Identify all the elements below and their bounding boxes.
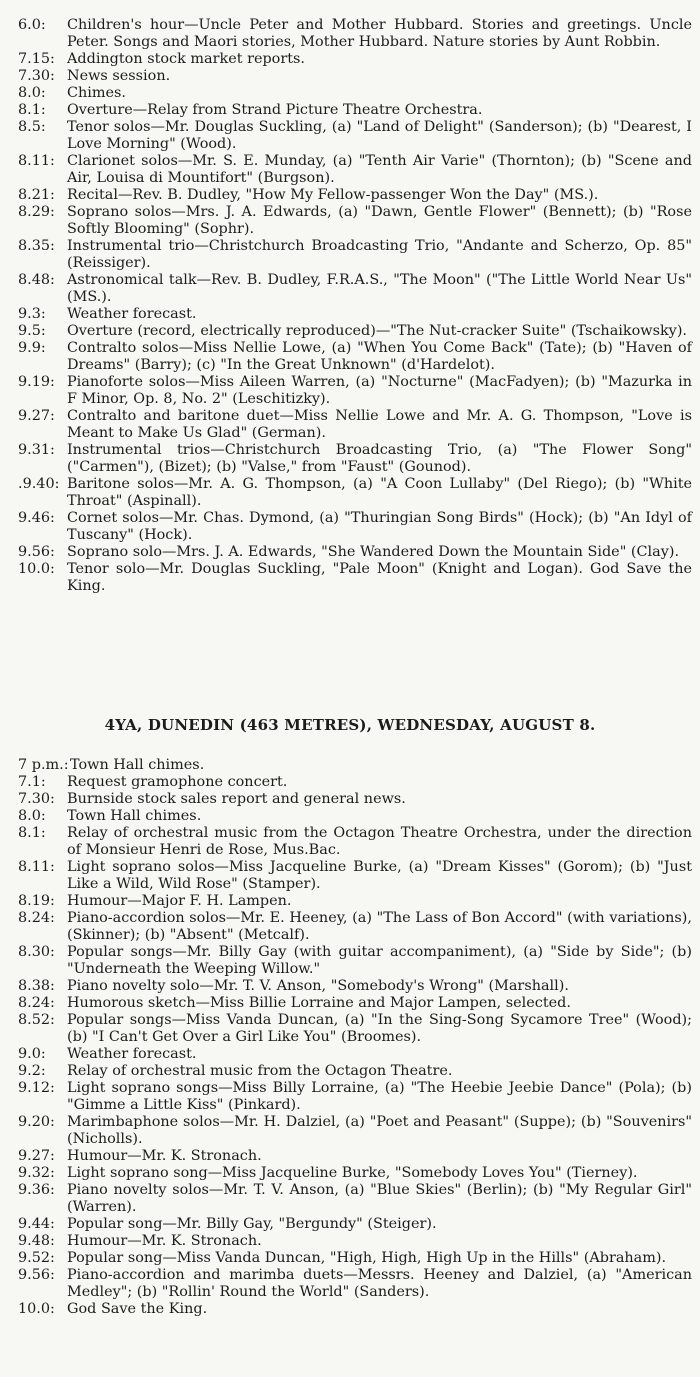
programme-entry xyxy=(0,272,700,306)
entry-text: Popular song—Miss Vanda Duncan, "High, High, High Up in the Hills" (Abraham). xyxy=(67,1250,667,1266)
entry-text: Light soprano song—Miss Jacqueline Burke, "Somebody Loves You" (Tierney). xyxy=(67,1165,638,1181)
programme-entry xyxy=(0,561,700,595)
programme-entry xyxy=(0,1233,700,1250)
entry-text: Popular songs—Miss Vanda Duncan, (a) "In the Sing-Song Sycamore Tree" (Wood); (b) "I Can't Get Over a Girl Like You" (Broomes). xyxy=(67,1012,692,1045)
entry-time: 9.5: xyxy=(18,323,46,339)
entry-text: Humour—Major F. H. Lampen. xyxy=(67,893,292,909)
entry-time: 7.30: xyxy=(18,68,55,84)
entry-text: Piano novelty solo—Mr. T. V. Anson, "Somebody's Wrong" (Marshall). xyxy=(67,978,569,994)
programme-entry xyxy=(0,510,700,544)
entry-time: 9.3: xyxy=(18,306,46,322)
programme-entry xyxy=(0,187,700,204)
programme-entry xyxy=(0,1012,700,1046)
entry-text: Light soprano solos—Miss Jacqueline Burke, (a) "Dream Kisses" (Gorom); (b) "Just Like a Wild, Wild Rose" (Stamper). xyxy=(67,859,692,892)
entry-time: 8.0: xyxy=(18,808,46,824)
entry-time: 9.44: xyxy=(18,1216,55,1232)
entry-time: 8.24: xyxy=(18,995,55,1011)
entry-time: 8.24: xyxy=(18,910,55,926)
entry-text: Piano-accordion solos—Mr. E. Heeney, (a) "The Lass of Bon Accord" (with variations), (Skinner); (b) "Absent" (Metcalf). xyxy=(67,910,692,943)
programme-entry xyxy=(0,119,700,153)
entry-text: Weather forecast. xyxy=(67,1046,197,1062)
entry-time: 8.11: xyxy=(18,153,55,169)
programme-entry xyxy=(0,340,700,374)
entry-time: 8.19: xyxy=(18,893,55,909)
entry-text: Town Hall chimes. xyxy=(70,757,205,773)
entry-time: 9.0: xyxy=(18,1046,46,1062)
programme-entry xyxy=(0,323,700,340)
programme-entry xyxy=(0,408,700,442)
entry-text: Relay of orchestral music from the Octagon Theatre Orchestra, under the direction of Monsieur Henri de Rose, Mus.Bac. xyxy=(67,825,692,858)
programme-entry xyxy=(0,17,700,51)
programme-entry xyxy=(0,995,700,1012)
entry-text: Marimbaphone solos—Mr. H. Dalziel, (a) "Poet and Peasant" (Suppe); (b) "Souvenirs" (Nicholls). xyxy=(67,1114,692,1147)
entry-time: 8.11: xyxy=(18,859,55,875)
entry-text: Overture—Relay from Strand Picture Theatre Orchestra. xyxy=(67,102,483,118)
programme-entry xyxy=(0,1267,700,1301)
programme-list-top xyxy=(0,17,700,595)
entry-text: Instrumental trio—Christchurch Broadcasting Trio, "Andante and Scherzo, Op. 85" (Reissiger). xyxy=(67,238,692,271)
programme-entry xyxy=(0,825,700,859)
entry-time: 9.52: xyxy=(18,1250,55,1266)
entry-time: 8.35: xyxy=(18,238,55,254)
entry-text: Instrumental trios—Christchurch Broadcasting Trio, (a) "The Flower Song" ("Carmen"), (Bizet); (b) "Valse," from "Faust" (Gounod). xyxy=(67,442,692,475)
programme-entry xyxy=(0,757,700,774)
entry-time: 8.48: xyxy=(18,272,55,288)
entry-text: Relay of orchestral music from the Octagon Theatre. xyxy=(67,1063,453,1079)
entry-time: 9.2: xyxy=(18,1063,46,1079)
entry-text: Soprano solos—Mrs. J. A. Edwards, (a) "Dawn, Gentle Flower" (Bennett); (b) "Rose Softly Blooming" (Sophr). xyxy=(67,204,692,237)
entry-text: Contralto and baritone duet—Miss Nellie Lowe and Mr. A. G. Thompson, "Love is Meant to Make Us Glad" (German). xyxy=(67,408,692,441)
programme-entry xyxy=(0,1250,700,1267)
entry-time: 6.0: xyxy=(18,17,46,33)
programme-entry xyxy=(0,153,700,187)
entry-text: Popular song—Mr. Billy Gay, "Bergundy" (Steiger). xyxy=(67,1216,437,1232)
entry-time: 9.56: xyxy=(18,544,55,560)
programme-entry xyxy=(0,1182,700,1216)
entry-time: 9.32: xyxy=(18,1165,55,1181)
entry-text: Piano novelty solos—Mr. T. V. Anson, (a) "Blue Skies" (Berlin); (b) "My Regular Girl" (Warren). xyxy=(67,1182,692,1215)
entry-text: Humour—Mr. K. Stronach. xyxy=(67,1148,262,1164)
entry-text: Pianoforte solos—Miss Aileen Warren, (a) "Nocturne" (MacFadyen); (b) "Mazurka in F Minor, Op. 8, No. 2" (Leschitizky). xyxy=(67,374,692,407)
entry-time: 9.31: xyxy=(18,442,55,458)
programme-entry xyxy=(0,910,700,944)
entry-time: 8.29: xyxy=(18,204,55,220)
entry-time: 8.52: xyxy=(18,1012,55,1028)
programme-entry xyxy=(0,442,700,476)
entry-text: Burnside stock sales report and general news. xyxy=(67,791,406,807)
entry-text: Tenor solos—Mr. Douglas Suckling, (a) "Land of Delight" (Sanderson); (b) "Dearest, I Love Morning" (Wood). xyxy=(67,119,692,152)
entry-time: 8.30: xyxy=(18,944,55,960)
entry-text: Piano-accordion and marimba duets—Messrs. Heeney and Dalziel, (a) "American Medley"; (b) "Rollin' Round the World" (Sanders). xyxy=(67,1267,692,1300)
programme-entry xyxy=(0,1301,700,1318)
programme-entry xyxy=(0,1063,700,1080)
entry-time: 9.36: xyxy=(18,1182,55,1198)
entry-time: 9.20: xyxy=(18,1114,55,1130)
entry-time: .9.40: xyxy=(18,476,60,492)
programme-entry xyxy=(0,374,700,408)
programme-entry xyxy=(0,238,700,272)
station-heading: 4YA, DUNEDIN (463 METRES), WEDNESDAY, AUGUST 8. xyxy=(104,716,596,734)
programme-entry xyxy=(0,978,700,995)
entry-text: Astronomical talk—Rev. B. Dudley, F.R.A.S., "The Moon" ("The Little World Near Us" (MS.). xyxy=(67,272,692,305)
programme-entry xyxy=(0,1080,700,1114)
programme-entry xyxy=(0,476,700,510)
entry-time: 9.9: xyxy=(18,340,46,356)
entry-time: 7 p.m.: xyxy=(18,757,69,773)
entry-time: 9.27: xyxy=(18,408,55,424)
entry-text: Humour—Mr. K. Stronach. xyxy=(67,1233,262,1249)
entry-text: News session. xyxy=(67,68,171,84)
entry-text: Tenor solo—Mr. Douglas Suckling, "Pale Moon" (Knight and Logan). God Save the King. xyxy=(67,561,692,594)
entry-text: Contralto solos—Miss Nellie Lowe, (a) "When You Come Back" (Tate); (b) "Haven of Dreams" (Barry); (c) "In the Great Unknown" (d'Hardelot). xyxy=(67,340,692,373)
programme-list-bottom xyxy=(0,757,700,1318)
entry-text: Children's hour—Uncle Peter and Mother Hubbard. Stories and greetings. Uncle Peter. Songs and Maori stories, Mother Hubbard. Nature stories by Aunt Robbin. xyxy=(67,17,692,50)
programme-entry xyxy=(0,893,700,910)
entry-time: 9.19: xyxy=(18,374,55,390)
programme-entry xyxy=(0,774,700,791)
entry-time: 9.46: xyxy=(18,510,55,526)
entry-time: 8.0: xyxy=(18,85,46,101)
programme-entry xyxy=(0,204,700,238)
entry-time: 10.0: xyxy=(18,561,55,577)
programme-entry xyxy=(0,544,700,561)
entry-text: Overture (record, electrically reproduced)—"The Nut-cracker Suite" (Tschaikowsky). xyxy=(67,323,688,339)
programme-entry xyxy=(0,102,700,119)
programme-entry xyxy=(0,85,700,102)
entry-text: Clarionet solos—Mr. S. E. Munday, (a) "Tenth Air Varie" (Thornton); (b) "Scene and Air, Louisa di Mountifort" (Burgson). xyxy=(67,153,692,186)
entry-time: 9.27: xyxy=(18,1148,55,1164)
entry-text: Weather forecast. xyxy=(67,306,197,322)
programme-entry xyxy=(0,1216,700,1233)
entry-text: Chimes. xyxy=(67,85,127,101)
entry-text: Baritone solos—Mr. A. G. Thompson, (a) "A Coon Lullaby" (Del Riego); (b) "White Throat" (Aspinall). xyxy=(67,476,692,509)
entry-text: Town Hall chimes. xyxy=(67,808,202,824)
programme-entry xyxy=(0,51,700,68)
programme-entry xyxy=(0,791,700,808)
entry-time: 9.56: xyxy=(18,1267,55,1283)
entry-time: 8.21: xyxy=(18,187,55,203)
entry-time: 8.1: xyxy=(18,102,46,118)
programme-entry xyxy=(0,1114,700,1148)
programme-entry xyxy=(0,68,700,85)
entry-text: Soprano solo—Mrs. J. A. Edwards, "She Wandered Down the Mountain Side" (Clay). xyxy=(67,544,680,560)
entry-text: Cornet solos—Mr. Chas. Dymond, (a) "Thuringian Song Birds" (Hock); (b) "An Idyl of Tuscany" (Hock). xyxy=(67,510,692,543)
programme-entry xyxy=(0,306,700,323)
programme-entry xyxy=(0,1148,700,1165)
programme-entry xyxy=(0,808,700,825)
entry-time: 7.1: xyxy=(18,774,46,790)
entry-text: Request gramophone concert. xyxy=(67,774,288,790)
programme-entry xyxy=(0,859,700,893)
entry-text: God Save the King. xyxy=(67,1301,208,1317)
programme-entry xyxy=(0,1046,700,1063)
entry-text: Recital—Rev. B. Dudley, "How My Fellow-passenger Won the Day" (MS.). xyxy=(67,187,599,203)
entry-time: 8.5: xyxy=(18,119,46,135)
entry-time: 10.0: xyxy=(18,1301,55,1317)
entry-text: Humorous sketch—Miss Billie Lorraine and Major Lampen, selected. xyxy=(67,995,571,1011)
entry-time: 7.30: xyxy=(18,791,55,807)
entry-time: 8.38: xyxy=(18,978,55,994)
programme-entry xyxy=(0,944,700,978)
entry-text: Addington stock market reports. xyxy=(67,51,305,67)
entry-time: 7.15: xyxy=(18,51,55,67)
entry-time: 8.1: xyxy=(18,825,46,841)
entry-text: Popular songs—Mr. Billy Gay (with guitar accompaniment), (a) "Side by Side"; (b) "Underneath the Weeping Willow." xyxy=(67,944,692,977)
programme-entry xyxy=(0,1165,700,1182)
entry-text: Light soprano songs—Miss Billy Lorraine, (a) "The Heebie Jeebie Dance" (Pola); (b) "Gimme a Little Kiss" (Pinkard). xyxy=(67,1080,692,1113)
entry-time: 9.48: xyxy=(18,1233,55,1249)
entry-time: 9.12: xyxy=(18,1080,55,1096)
